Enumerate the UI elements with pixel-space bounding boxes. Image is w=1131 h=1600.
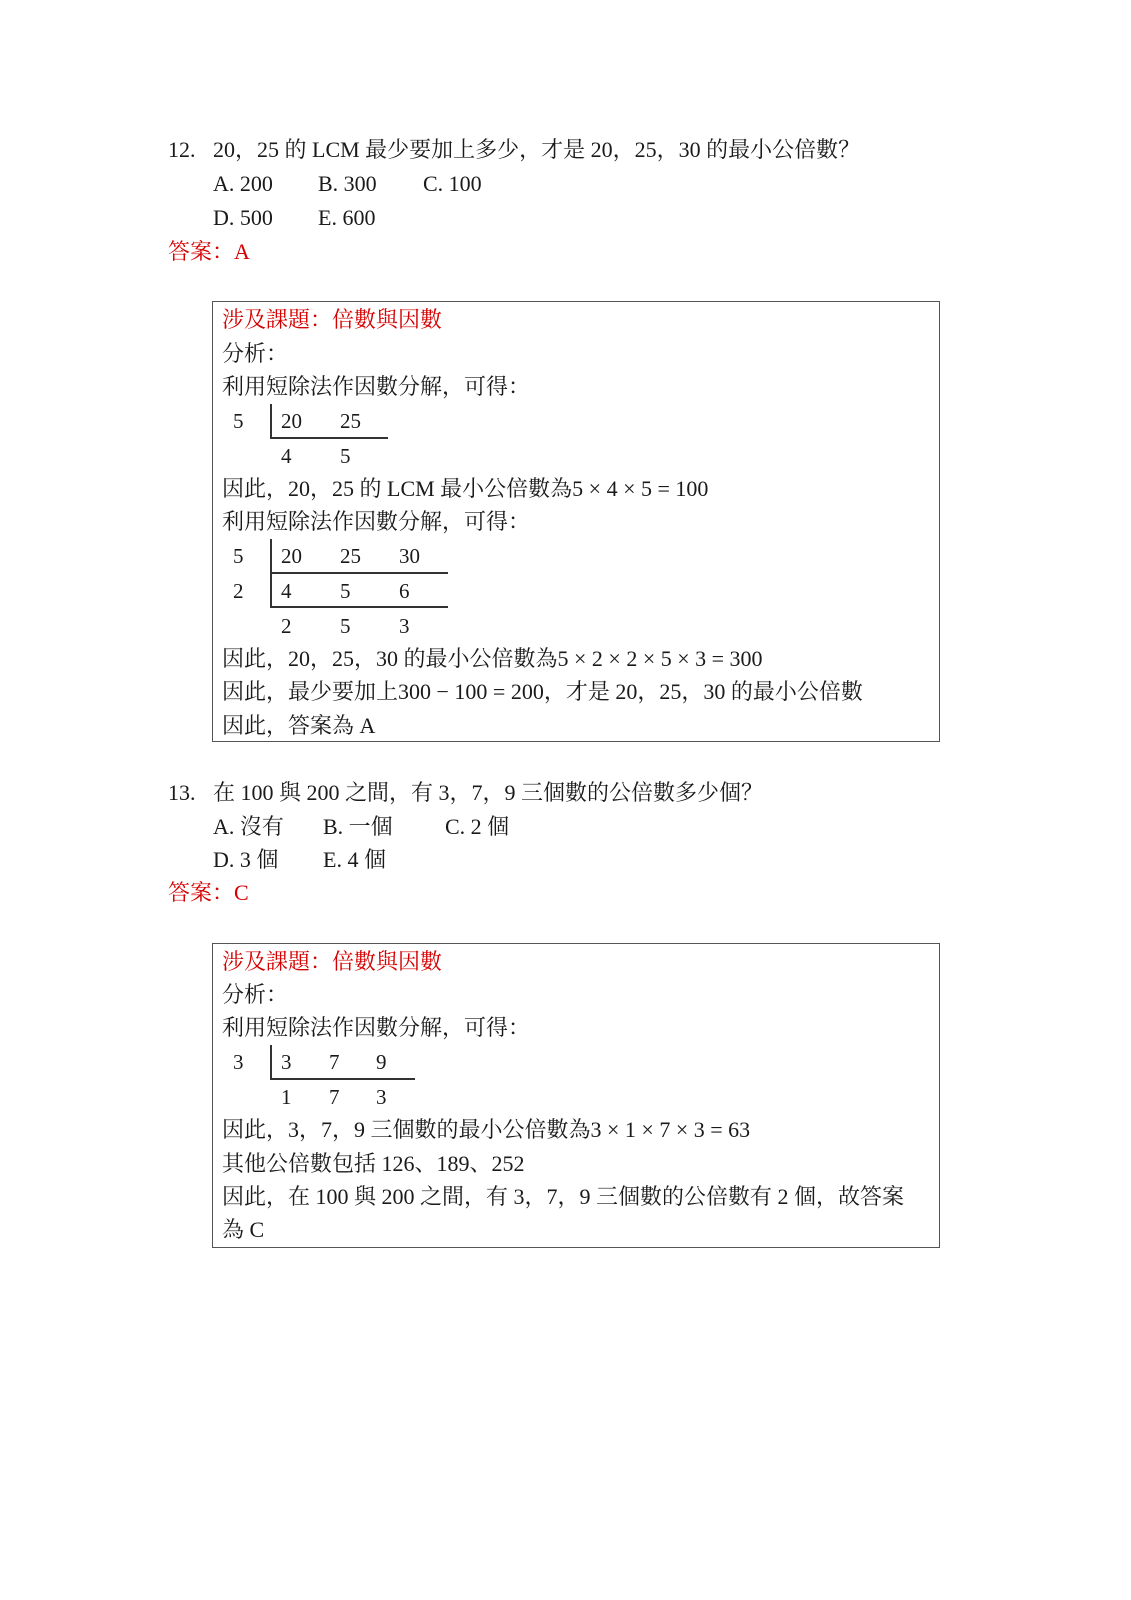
q13-conclusion3: 因此，在 100 與 200 之間，有 3，7，9 三個數的公倍數有 2 個，故答案	[222, 1184, 905, 1209]
q13-topic: 涉及課題：倍數與因數	[222, 949, 443, 974]
q12-div2-cell: 20	[281, 544, 302, 568]
q13-step1: 利用短除法作因數分解，可得：	[222, 1015, 531, 1040]
q13-div1-result: 7	[329, 1085, 340, 1109]
q13-number: 13.	[168, 780, 196, 805]
q12-div1-cell: 25	[340, 409, 361, 433]
q12-div1-hbar	[270, 437, 388, 439]
q13-question-text: 在 100 與 200 之間，有 3，7，9 三個數的公倍數多少個？	[213, 780, 764, 805]
q13-option-e: E. 4 個	[323, 847, 386, 872]
q13-div1-hbar	[270, 1078, 415, 1080]
q13-conclusion3-cont: 為 C	[222, 1217, 265, 1242]
q12-div2-result: 2	[281, 614, 292, 638]
q12-div1-result: 5	[340, 444, 351, 468]
q13-div1-cell: 7	[329, 1050, 340, 1074]
q13-option-c: C. 2 個	[445, 814, 510, 839]
q12-analysis-label: 分析：	[222, 341, 289, 366]
q13-div1-vbar	[270, 1045, 272, 1079]
q12-div1-result: 4	[281, 444, 292, 468]
q13-option-d: D. 3 個	[213, 847, 279, 872]
q12-div2-result: 3	[399, 614, 410, 638]
q12-conclusion4: 因此，答案為 A	[222, 713, 376, 738]
q12-option-a: A. 200	[213, 171, 273, 196]
q12-div2-hbar	[270, 606, 448, 608]
q12-question-text: 20，25 的 LCM 最少要加上多少，才是 20，25，30 的最小公倍數？	[213, 137, 861, 162]
q13-option-a: A. 沒有	[213, 814, 284, 839]
q13-option-b: B. 一個	[323, 814, 393, 839]
q13-div1-cell: 3	[281, 1050, 292, 1074]
q12-div2-cell: 4	[281, 579, 292, 603]
q13-div1-cell: 9	[376, 1050, 387, 1074]
q12-step2: 利用短除法作因數分解，可得：	[222, 509, 531, 534]
q13-conclusion2: 其他公倍數包括 126、189、252	[222, 1151, 525, 1176]
q12-topic: 涉及課題：倍數與因數	[222, 307, 443, 332]
q12-div1-divisor: 5	[233, 409, 244, 433]
q12-conclusion1: 因此，20，25 的 LCM 最小公倍數為5 × 4 × 5 = 100	[222, 476, 709, 501]
q13-analysis-label: 分析：	[222, 982, 289, 1007]
q12-div1-cell: 20	[281, 409, 302, 433]
q13-conclusion1: 因此，3，7，9 三個數的最小公倍數為3 × 1 × 7 × 3 = 63	[222, 1117, 751, 1142]
q12-div2-divisor: 2	[233, 579, 244, 603]
q13-div1-result: 1	[281, 1085, 292, 1109]
q12-div2-cell: 5	[340, 579, 351, 603]
q12-div2-cell: 30	[399, 544, 420, 568]
q12-div2-hbar	[270, 572, 448, 574]
q12-option-e: E. 600	[318, 205, 376, 230]
q12-div2-cell: 25	[340, 544, 361, 568]
q13-div1-result: 3	[376, 1085, 387, 1109]
q12-conclusion3: 因此，最少要加上300 − 100 = 200，才是 20，25，30 的最小公倍數	[222, 679, 863, 704]
q12-option-c: C. 100	[423, 171, 482, 196]
q12-div2-divisor: 5	[233, 544, 244, 568]
q12-option-b: B. 300	[318, 171, 377, 196]
q12-div2-cell: 6	[399, 579, 410, 603]
q12-number: 12.	[168, 137, 196, 162]
q12-div1-vbar	[270, 404, 272, 438]
q12-answer: 答案：A	[168, 239, 250, 264]
q13-div1-divisor: 3	[233, 1050, 244, 1074]
q13-answer: 答案：C	[168, 880, 249, 905]
q12-conclusion2: 因此，20，25，30 的最小公倍數為5 × 2 × 2 × 5 × 3 = 300	[222, 646, 763, 671]
q12-step1: 利用短除法作因數分解，可得：	[222, 374, 531, 399]
q12-option-d: D. 500	[213, 205, 273, 230]
q12-div2-result: 5	[340, 614, 351, 638]
